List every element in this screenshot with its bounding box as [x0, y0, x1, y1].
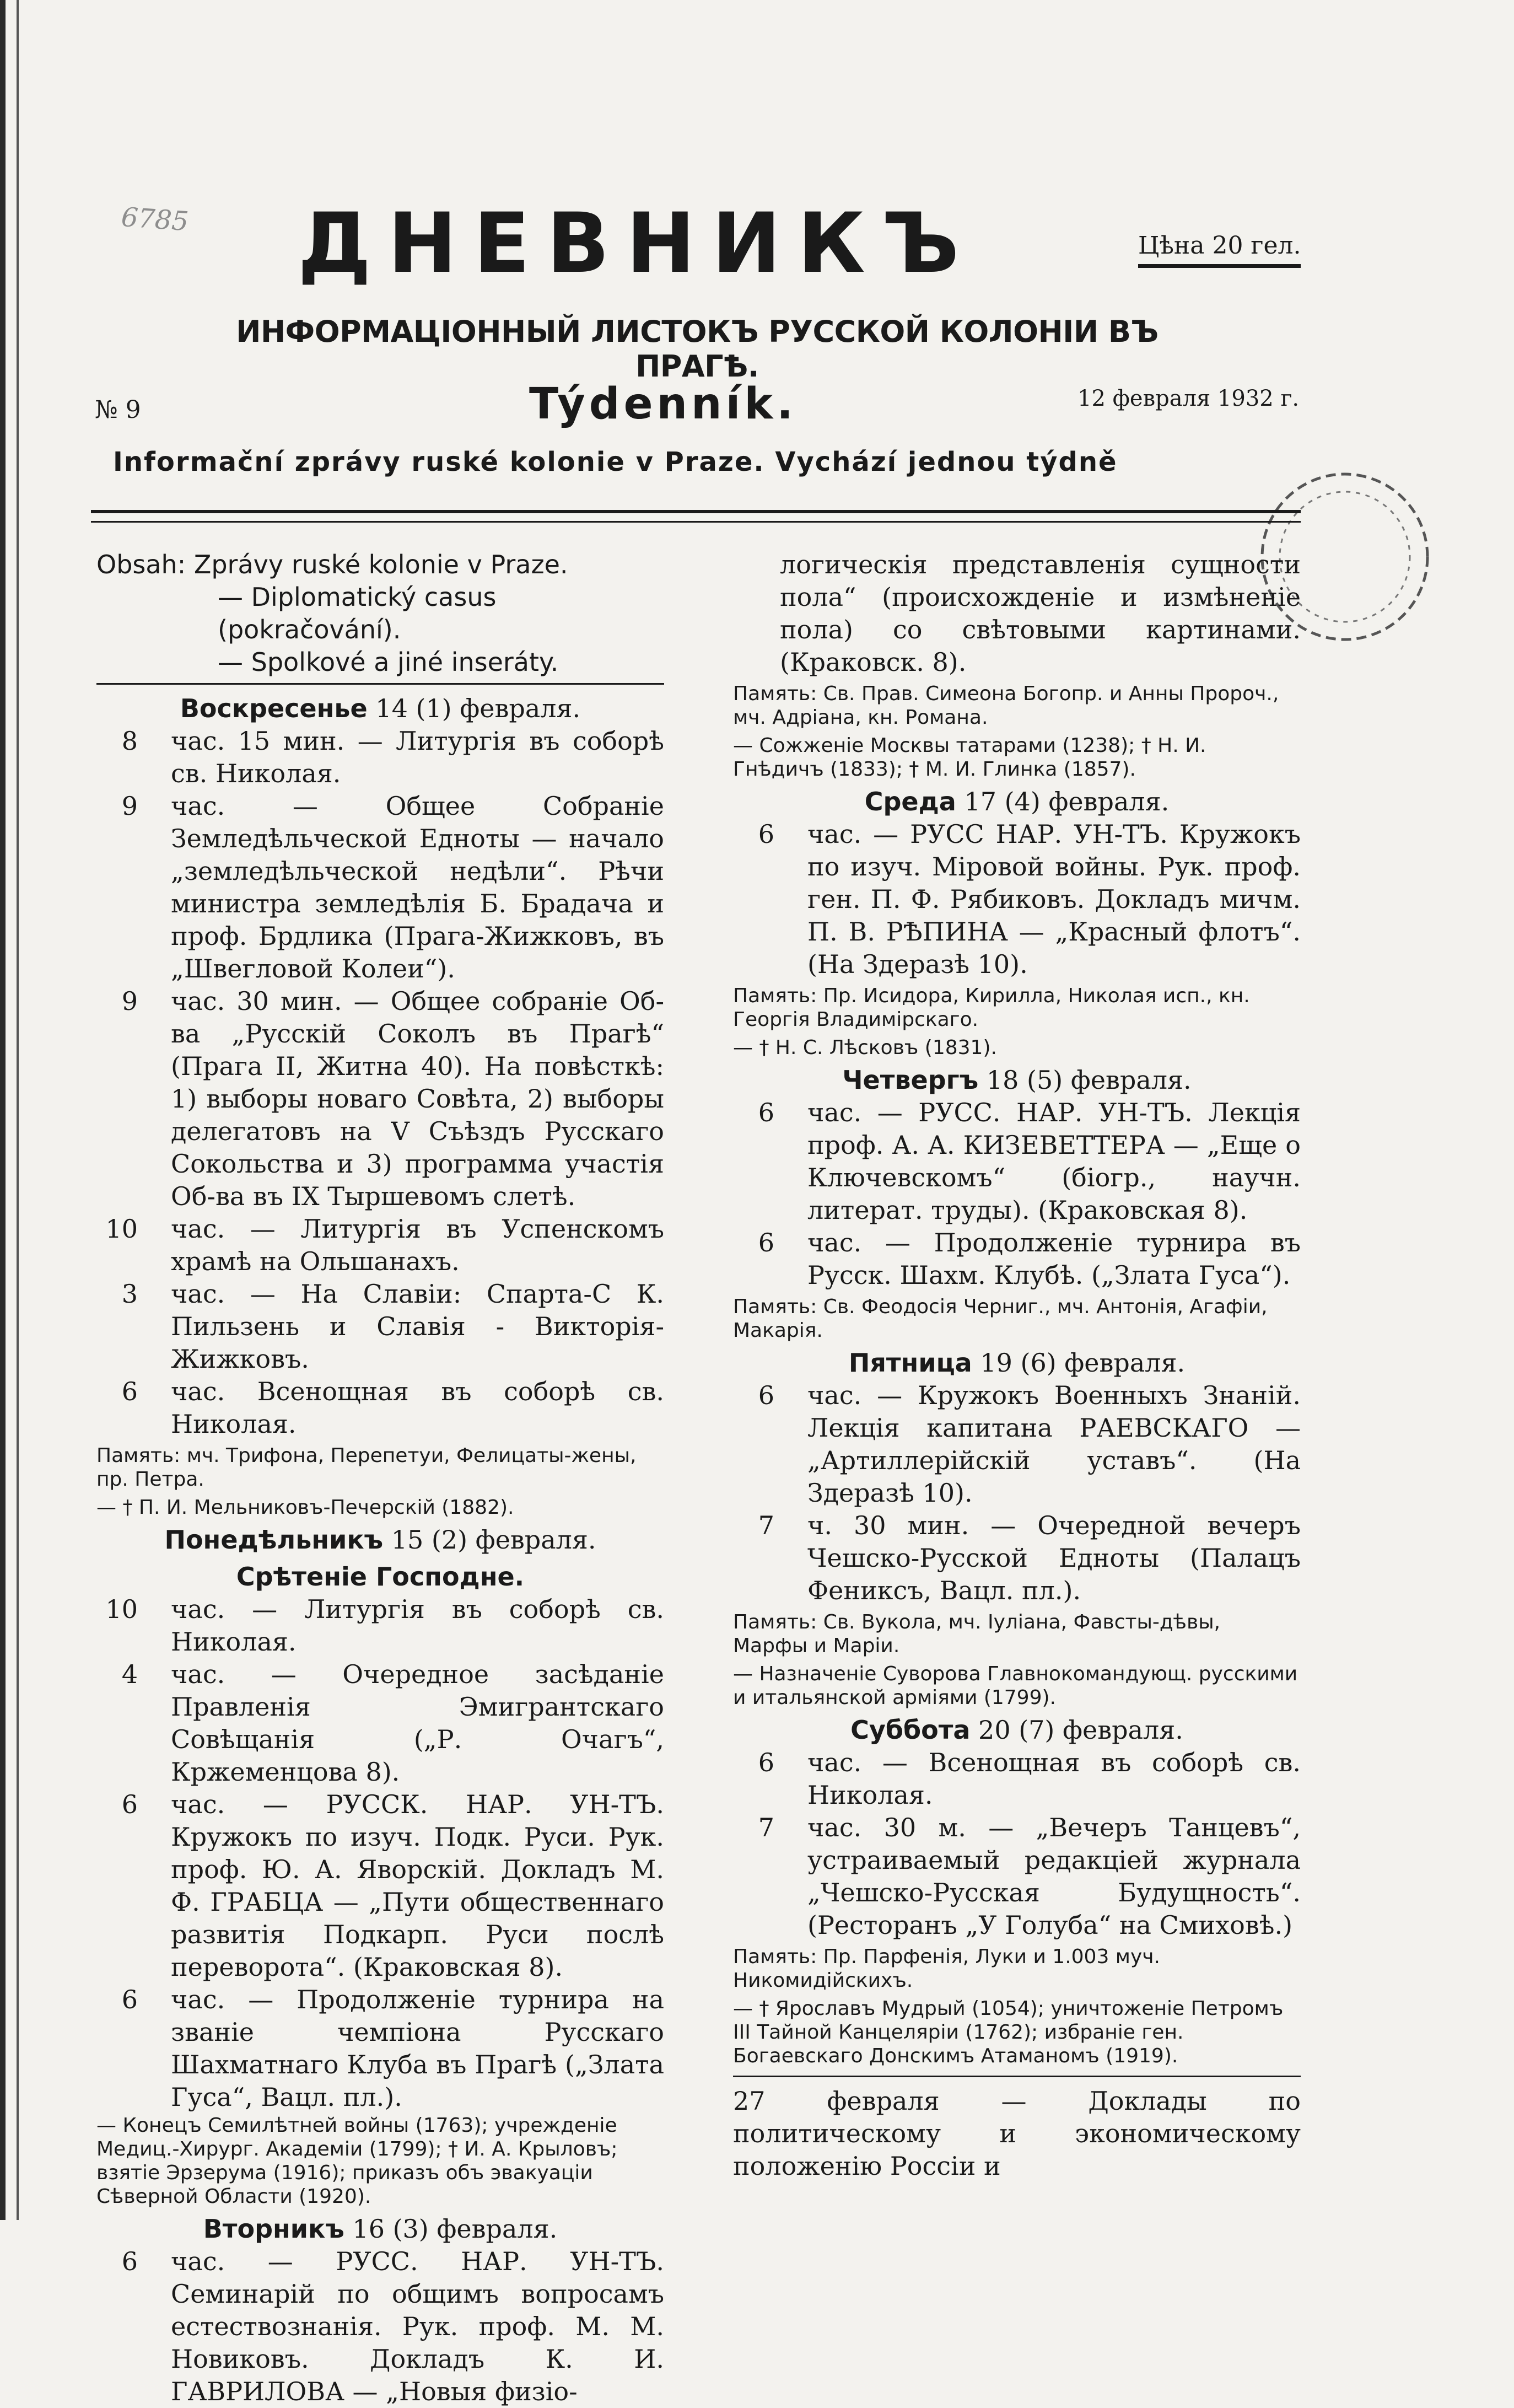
feast-name: Срѣтеніе Господне.: [236, 1562, 525, 1592]
memory-note: Память: Св. Феодосія Черниг., мч. Антонія, Агафіи, Макарія.: [733, 1296, 1268, 1342]
event-item: [96, 1593, 664, 1658]
event-hour: 9: [121, 791, 138, 821]
continued-text: логическія представленія сущности пола“ (происхожденіе и измѣненіе пола) со свѣтовыми картинами. (Краковск. 8).: [780, 550, 1301, 677]
day-heading-monday: [96, 1524, 664, 1556]
event-text: час. — РУСС. НАР. УН-ТЪ. Лекція проф. А. А. КИЗЕВЕТТЕРА — „Еще о Ключевскомъ“ (біогр., научн. литерат. труды). (Краковская 8).: [807, 1098, 1301, 1225]
day-name: Пятница: [848, 1348, 972, 1378]
event-hour: 6: [758, 1228, 774, 1257]
event-hour: 6: [758, 1380, 774, 1410]
event-hour: 9: [121, 986, 138, 1016]
event-text: час. — РУСС. НАР. УН-ТЪ. Семинарій по общимъ вопросамъ естествознанія. Рук. проф. М. М. Новиковъ. Докладъ К. И. ГАВРИЛОВА — „Новыя физіо-: [171, 2246, 664, 2406]
event-hour: 6: [121, 1377, 138, 1406]
memory-note: Память: Пр. Исидора, Кирилла, Николая исп., кн. Георгія Владимірскаго.: [733, 985, 1250, 1031]
price-label: Цѣна 20 гел.: [1138, 232, 1301, 268]
event-text: час. Всенощная въ соборѣ св. Николая.: [171, 1377, 664, 1439]
event-text: час. 30 мин. — Общее собраніе Об-ва „Русскій Соколъ въ Прагѣ“ (Прага II, Житна 40). На повѣсткѣ: 1) выборы новаго Совѣта, 2) выборы делегатовъ на V Съѣздъ Русскаго Сокольства и 3) программа участія Об-ва въ IX Тыршевомъ слетѣ.: [171, 986, 664, 1211]
day-heading-tuesday: [96, 2213, 664, 2245]
day-date: 17 (4) февраля.: [956, 787, 1170, 816]
memory-note: Память: мч. Трифона, Перепетуи, Фелицаты-жены, пр. Петра.: [96, 1444, 637, 1491]
history-note: — Назначеніе Суворова Главнокомандующ. русскими и итальянской арміями (1799).: [733, 1663, 1298, 1709]
left-column: [96, 549, 664, 2408]
feast-heading: [96, 1561, 664, 1593]
event-item: [733, 1379, 1301, 1509]
czech-subtitle: Informační zprávy ruské kolonie v Praze. Vychází jednou týdně: [113, 447, 1118, 477]
issue-date: 12 февраля 1932 г.: [1077, 386, 1300, 411]
event-hour: 8: [121, 726, 138, 756]
event-hour: 6: [758, 1098, 774, 1127]
event-hour: 4: [121, 1659, 138, 1689]
event-text: час. — РУССК. НАР. УН-ТЪ. Кружокъ по изуч. Подк. Руси. Рук. проф. Ю. А. Яворскій. Докладъ М. Ф. ГРАБЦА — „Пути общественнаго развитія Подкарп. Руси послѣ переворота“. (Краковская 8).: [171, 1789, 664, 1982]
day-name: Четвергъ: [842, 1065, 979, 1095]
day-name: Понедѣльникъ: [164, 1525, 384, 1555]
history-note: — † Н. С. Лѣсковъ (1831).: [733, 1036, 997, 1059]
header-rule-thin: [91, 521, 1301, 523]
day-date: 14 (1) февраля.: [367, 694, 581, 723]
event-hour: 10: [105, 1214, 138, 1244]
contents-line: Obsah: Zprávy ruské kolonie v Praze.: [96, 550, 568, 579]
event-hour: 6: [758, 819, 774, 849]
event-text: час. — На Славіи: Спарта-С К. Пильзень и Славія - Викторія-Жижковъ.: [171, 1279, 664, 1374]
day-name: Воскресенье: [180, 694, 368, 723]
event-item: [96, 1984, 664, 2114]
contents-rule: [96, 683, 664, 685]
event-hour: 7: [758, 1813, 774, 1842]
event-hour: 6: [121, 2246, 138, 2276]
event-item: [96, 1278, 664, 1375]
event-hour: 10: [105, 1594, 138, 1624]
history-note: — † П. И. Мельниковъ-Печерскій (1882).: [96, 1496, 514, 1519]
event-item: [96, 985, 664, 1213]
event-item: [733, 1096, 1301, 1227]
contents-box: [96, 549, 664, 681]
day-heading-friday: [733, 1347, 1301, 1379]
event-text: час. — РУСС НАР. УН-ТЪ. Кружокъ по изуч. Міровой войны. Рук. проф. ген. П. Ф. Рябиковъ. Докладъ мичм. П. В. РѢПИНА — „Красный флотъ“. (На Здеразѣ 10).: [807, 819, 1301, 979]
newspaper-title: ДНЕВНИКЪ: [298, 196, 976, 292]
event-item: [96, 725, 664, 790]
event-text: ч. 30 мин. — Очередной вечеръ Чешско-Русской Едноты (Палацъ Фениксъ, Вацл. пл.).: [807, 1511, 1301, 1605]
day-date: 18 (5) февраля.: [978, 1065, 1192, 1095]
footer-rule: [733, 2076, 1301, 2077]
event-item: [96, 1375, 664, 1440]
event-item: [733, 1812, 1301, 1942]
day-date: 16 (3) февраля.: [344, 2214, 558, 2244]
page-edge: [0, 0, 32, 2220]
event-item: [96, 1788, 664, 1984]
history-note: — Конецъ Семилѣтней войны (1763); учрежденіе Медиц.-Хирург. Академіи (1799); † И. А. Крыловъ; взятіе Эрзерума (1916); приказъ объ эвакуаціи Сѣверной Области (1920).: [96, 2114, 618, 2208]
day-date: 19 (6) февраля.: [972, 1348, 1186, 1378]
event-hour: 3: [121, 1279, 138, 1309]
event-text: час. 15 мин. — Литургія въ соборѣ св. Николая.: [171, 726, 664, 788]
day-date: 20 (7) февраля.: [970, 1715, 1183, 1745]
event-text: час. — Продолженіе турнира на званіе чемпіона Русскаго Шахматнаго Клуба въ Прагѣ („Злата Гуса“, Вацл. пл.).: [171, 1985, 664, 2112]
event-text: час. — Очередное засѣданіе Правленія Эмигрантскаго Совѣщанія („Р. Очагъ“, Кржеменцова 8).: [171, 1659, 664, 1787]
event-hour: 7: [758, 1511, 774, 1540]
event-hour: 6: [121, 1789, 138, 1819]
issue-number: № 9: [95, 396, 141, 424]
event-item: [733, 1509, 1301, 1607]
day-heading-thursday: [733, 1064, 1301, 1096]
footer-text: 27 февраля — Доклады по политическому и экономическому положенію Россіи и: [733, 2086, 1301, 2181]
event-item: [733, 1746, 1301, 1812]
right-column: [733, 549, 1301, 2183]
day-heading-saturday: [733, 1714, 1301, 1746]
event-item: [96, 1658, 664, 1788]
header-rule: [91, 510, 1301, 513]
event-text: час. — Литургія въ соборѣ св. Николая.: [171, 1594, 664, 1657]
event-text: час. — Общее Собраніе Земледѣльческой Едноты — начало „земледѣльческой недѣли“. Рѣчи министра земледѣлія Б. Брадача и проф. Брдлика (Прага-Жижковъ, въ „Швегловой Колеи“).: [171, 791, 664, 983]
event-text: час. — Кружокъ Военныхъ Знаній. Лекція капитана РАЕВСКАГО — „Артиллерійскій уставъ“. (На Здеразѣ 10).: [807, 1380, 1301, 1508]
day-heading-wednesday: [733, 786, 1301, 818]
event-item: [733, 818, 1301, 981]
day-heading-sunday: [96, 692, 664, 725]
czech-title: Týdenník.: [529, 379, 797, 429]
contents-line: — Diplomatický casus (pokračování).: [218, 582, 497, 644]
event-text: час. — Продолженіе турнира въ Русск. Шахм. Клубѣ. („Злата Гуса“).: [807, 1228, 1301, 1290]
event-item: [96, 1213, 664, 1278]
event-item: [733, 1227, 1301, 1292]
event-hour: 6: [121, 1985, 138, 2014]
event-text: час. 30 м. — „Вечеръ Танцевъ“, устраиваемый редакціей журнала „Чешско-Русская Будущность“. (Ресторанъ „У Голуба“ на Смиховѣ.): [807, 1813, 1301, 1940]
event-item: [96, 2245, 664, 2408]
event-item: [96, 790, 664, 985]
handwritten-number: 6785: [120, 201, 190, 238]
event-text: час. — Всенощная въ соборѣ св. Николая.: [807, 1748, 1301, 1810]
day-name: Суббота: [850, 1715, 971, 1745]
contents-line: — Spolkové a jiné inseráty.: [218, 647, 559, 677]
day-date: 15 (2) февраля.: [383, 1525, 596, 1555]
day-name: Среда: [864, 787, 956, 816]
memory-note: Память: Пр. Парфенія, Луки и 1.003 муч. Никомидійскихъ.: [733, 1945, 1160, 1992]
memory-note: Память: Св. Прав. Симеона Богопр. и Анны Пророч., мч. Адріана, кн. Романа.: [733, 682, 1279, 729]
event-hour: 6: [758, 1748, 774, 1777]
memory-note: Память: Св. Вукола, мч. Іуліана, Фавсты-дѣвы, Марфы и Маріи.: [733, 1611, 1221, 1657]
history-note: — † Ярославъ Мудрый (1054); уничтоженіе Петромъ III Тайной Канцеляріи (1762); избраніе ген. Богаевскаго Донскимъ Атаманомъ (1919).: [733, 1997, 1284, 2067]
newspaper-subtitle: ИНФОРМАЦІОННЫЙ ЛИСТОКЪ РУССКОЙ КОЛОНІИ ВЪ ПРАГѢ.: [236, 314, 1159, 384]
day-name: Вторникъ: [203, 2214, 344, 2244]
event-text: час. — Литургія въ Успенскомъ храмѣ на Ольшанахъ.: [171, 1214, 664, 1276]
history-note: — Сожженіе Москвы татарами (1238); † Н. И. Гнѣдичъ (1833); † М. И. Глинка (1857).: [733, 734, 1206, 781]
